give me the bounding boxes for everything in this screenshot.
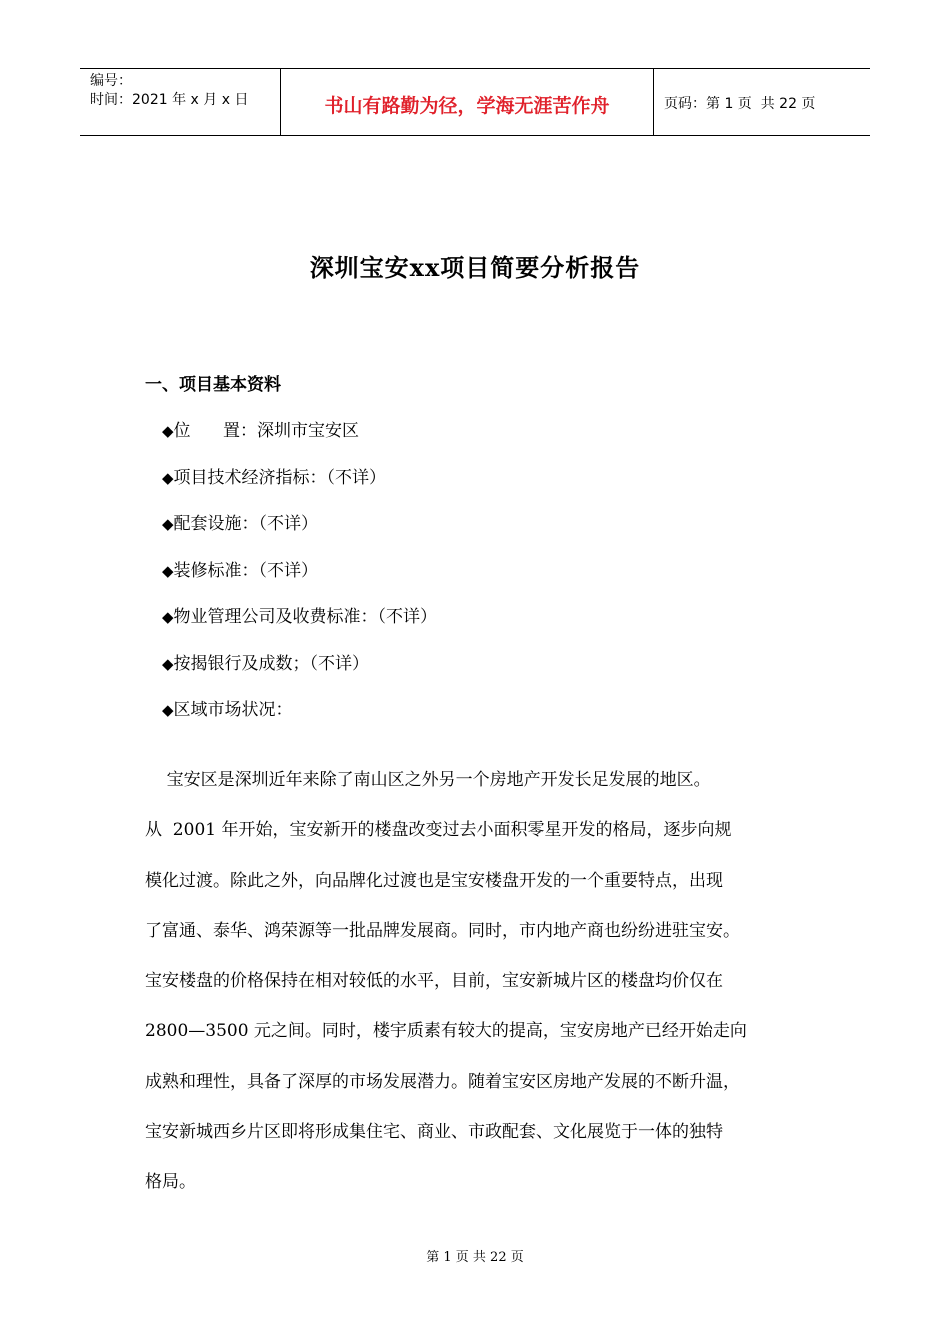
- paragraph-line: 从 2001 年开始，宝安新开的楼盘改变过去小面积零星开发的格局，逐步向规: [145, 820, 732, 841]
- project-info-list: [162, 414, 437, 740]
- paragraph-line: 宝安新城西乡片区即将形成集住宅、商业、市政配套、文化展览于一体的独特: [145, 1122, 723, 1143]
- document-title: 深圳宝安xx项目简要分析报告: [309, 253, 641, 282]
- list-item: ◆项目技术经济指标：（不详）: [162, 467, 387, 488]
- diamond-bullet-icon: ◆: [162, 515, 174, 533]
- list-item: ◆位 置：深圳市宝安区: [162, 421, 359, 441]
- paragraph-line: 成熟和理性，具备了深厚的市场发展潜力。随着宝安区房地产发展的不断升温，: [145, 1071, 740, 1092]
- header-meta: [80, 69, 281, 135]
- section-heading: 一、项目基本资料: [145, 375, 281, 395]
- paragraph-line: 模化过渡。除此之外，向品牌化过渡也是宝安楼盘开发的一个重要特点，出现: [145, 870, 723, 891]
- paragraph-line: 格局。: [145, 1172, 196, 1193]
- paragraph-line: 了富通、泰华、鸿荣源等一批品牌发展商。同时，市内地产商也纷纷进驻宝安。: [145, 920, 740, 941]
- paragraph-line: 宝安区是深圳近年来除了南山区之外另一个房地产开发长足发展的地区。: [145, 770, 711, 790]
- market-paragraph: [145, 758, 810, 1211]
- time-label: 时间：2021 年 x 月 x 日: [90, 92, 249, 108]
- paragraph-line: 宝安楼盘的价格保持在相对较低的水平，目前，宝安新城片区的楼盘均价仅在: [145, 971, 723, 992]
- motto-text: 书山有路勤为径，学海无涯苦作舟: [324, 94, 610, 117]
- list-item: ◆物业管理公司及收费标准：（不详）: [162, 607, 438, 627]
- diamond-bullet-icon: ◆: [162, 561, 174, 580]
- page-info-text: 页码：第 1 页 共 22 页: [664, 96, 816, 112]
- diamond-bullet-icon: ◆: [162, 608, 174, 626]
- header-page-info: [654, 69, 870, 135]
- diamond-bullet-icon: ◆: [162, 654, 174, 673]
- page-footer: 第 1 页 共 22 页: [426, 1250, 524, 1265]
- diamond-bullet-icon: ◆: [162, 468, 174, 487]
- paragraph-line: 2800—3500 元之间。同时，楼宇质素有较大的提高，宝安房地产已经开始走向: [145, 1021, 747, 1042]
- page-header: [80, 68, 870, 136]
- list-item: ◆区域市场状况：: [162, 700, 293, 720]
- diamond-bullet-icon: ◆: [162, 422, 174, 440]
- header-motto: [281, 69, 654, 135]
- list-item: ◆装修标准：（不详）: [162, 560, 319, 581]
- diamond-bullet-icon: ◆: [162, 701, 174, 719]
- list-item: ◆按揭银行及成数；（不详）: [162, 653, 370, 674]
- list-item: ◆配套设施：（不详）: [162, 514, 319, 534]
- number-label: 编号：: [90, 73, 132, 89]
